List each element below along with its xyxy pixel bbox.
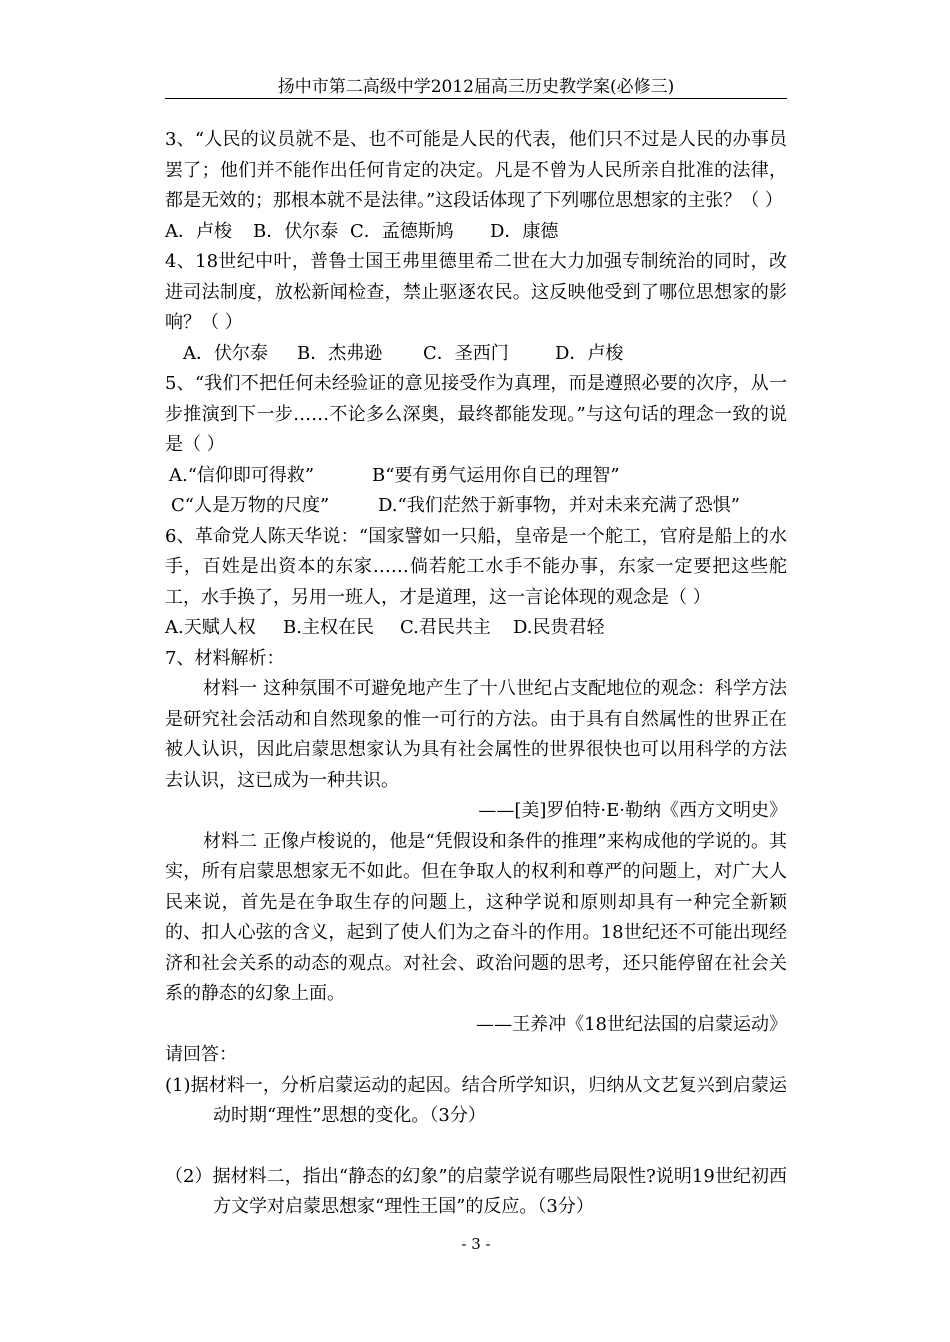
option-b: B“要有勇气运用你自已的理智” [372,464,620,486]
option-b: B.主权在民 [283,617,374,638]
question-5-stem: 5、“我们不把任何未经验证的意见接受作为真理，而是遵照必要的次序，从一步推演到下一步……不论多么深奥，最终都能发现。”与这句话的理念一致的说是（ ） [165,373,787,455]
option-d: D.民贵君轻 [513,617,605,638]
question-5-options-row2 [165,491,787,522]
page-content [165,125,787,1223]
page-number: - 3 - [461,1235,491,1253]
material-1-source: ——[美]罗伯特·E·勒纳《西方文明史》 [478,800,787,821]
question-4-options [165,339,787,370]
material-2: 材料二 正像卢梭说的，他是“凭假设和条件的推理”来构成他的学说的。其实，所有启蒙思想家无不如此。但在争取人的权利和尊严的问题上，对广大人民来说，首先是在争取生存的问题上，这种学说和原则却具有一种完全新颖的、扣人心弦的含义，起到了使人们为之奋斗的作用。18世纪还不可能出现经济和社会关系的动态的观点。对社会、政治问题的思考，还只能停留在社会关系的静态的幻象上面。 [165,830,787,1004]
question-3-options [165,217,787,248]
page-header: 扬中市第二高级中学2012届高三历史教学案(必修三) [277,77,675,97]
option-c: C．孟德斯鸠 [350,220,454,242]
answer-prompt: 请回答： [165,1044,237,1065]
option-c: C“人是万物的尺度” [171,495,330,516]
option-b: B．杰弗逊 [297,342,383,364]
option-c: C.君民共主 [400,617,491,638]
option-a: A．卢梭 [165,220,232,242]
material-1: 材料一 这种氛围不可避免地产生了十八世纪占支配地位的观念：科学方法是研究社会活动和自然现象的惟一可行的方法。由于具有自然属性的世界正在被人认识，因此启蒙思想家认为具有社会属性的世界很快也可以用科学的方法去认识，这已成为一种共识。 [165,678,787,791]
answer-space [165,1132,787,1162]
sub-question-2: （2）据材料二，指出“静态的幻象”的启蒙学说有哪些局限性?说明19世纪初西方文学对启蒙思想家“理性王国”的反应。（3分） [165,1165,787,1217]
question-6-options [165,613,787,644]
question-6-stem: 6、革命党人陈天华说：“国家譬如一只船，皇帝是一个舵工，官府是船上的水手，百姓是出资本的东家……倘若舵工水手不能办事，东家一定要把这些舵工，水手换了，另用一班人，才是道理，这一言论体现的观念是（ ） [165,525,787,608]
option-d: D．康德 [490,220,559,242]
question-5-options-row1 [165,461,787,492]
option-c: C．圣西门 [423,342,509,364]
option-d: D．卢梭 [555,342,624,364]
option-a: A．伏尔泰 [183,342,268,364]
material-2-source: ——王养冲《18世纪法国的启蒙运动》 [476,1013,787,1035]
option-a: A.天赋人权 [165,617,256,638]
question-3-stem: 3、“人民的议员就不是、也不可能是人民的代表，他们只不过是人民的办事员罢了；他们并不能作出任何肯定的决定。凡是不曾为人民所亲自批准的法律，都是无效的；那根本就不是法律。”这段话体现了下列哪位思想家的主张？（ ） [165,129,787,211]
option-b: B．伏尔泰 [253,220,339,242]
option-a: A.“信仰即可得救” [169,464,315,486]
sub-question-1: (1)据材料一，分析启蒙运动的起因。结合所学知识，归纳从文艺复兴到启蒙运动时期“理性”思想的变化。（3分） [165,1074,787,1126]
option-d: D.“我们茫然于新事物，并对未来充满了恐惧” [378,495,740,516]
question-7-heading: 7、材料解析： [165,647,285,669]
question-4-stem: 4、18世纪中叶，普鲁士国王弗里德里希二世在大力加强专制统治的同时，改进司法制度，放松新闻检查，禁止驱逐农民。这反映他受到了哪位思想家的影响？（ ） [165,251,787,333]
header-divider [165,98,787,99]
